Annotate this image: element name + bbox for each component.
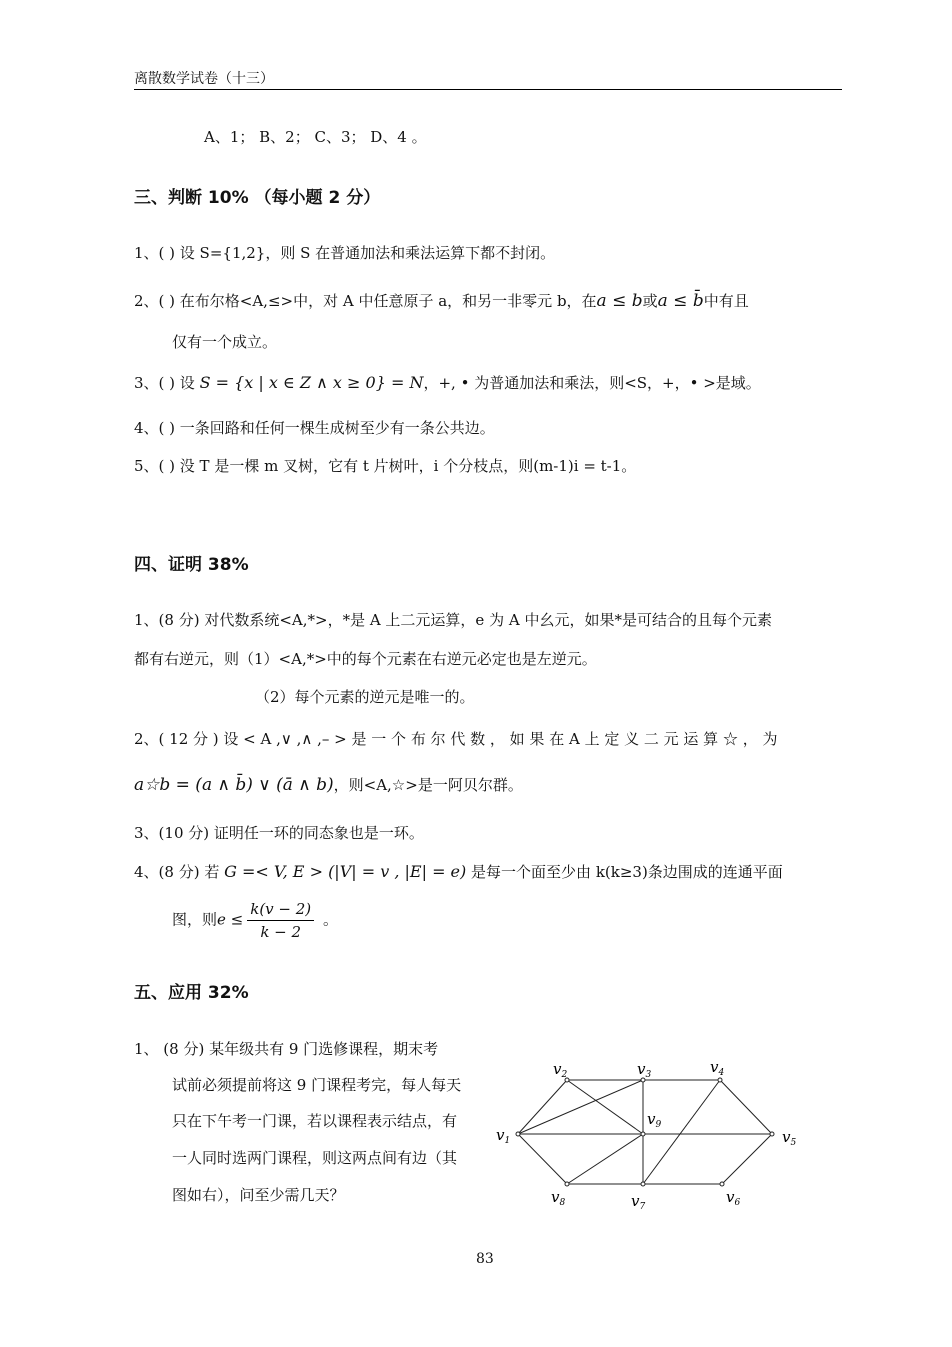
graph-edge-v4-v7 [643,1080,720,1184]
s4-p4-tail: 是每一个面至少由 k(k≥3)条边围成的连通平面 [471,863,783,881]
section3-heading: 三、判断 10% （每小题 2 分） [134,188,381,208]
s4-p4-prefix: 4、(8 分) 若 [134,863,220,881]
header-rule [134,89,842,90]
s3-item2-tail: 中有且 [703,292,749,310]
s3-item3-text: 3、( ) 设 [134,374,195,392]
s4-p1-line1: 1、(8 分) 对代数系统<A,*>，*是 A 上二元运算，e 为 A 中幺元，如果*是可结合的且每个元素 [134,611,772,629]
graph-edge-v5-v6 [722,1134,772,1184]
graph-node-v1 [516,1132,520,1136]
s4-p1-line2: 都有右逆元，则（1）<A,*>中的每个元素在右逆元必定也是左逆元。 [134,650,597,668]
graph-node-v6 [720,1182,724,1186]
graph-node-v3 [641,1078,645,1082]
graph-edge-v9-v8 [567,1134,643,1184]
graph-edge-v1-v2 [518,1080,567,1134]
s5-line5: 图如右），问至少需几天？ [172,1186,345,1204]
s4-p2-line2 [134,774,523,795]
graph-edge-v4-v5 [720,1080,772,1134]
s4-p1-line3: （2）每个元素的逆元是唯一的。 [255,688,475,706]
s3-item5: 5、( ) 没 T 是一棵 m 叉树，它有 t 片树叶，i 个分枝点，则(m-1)i = t-1。 [134,457,637,475]
s4-p4-end: 。 [322,910,338,929]
graph-edge-v2-v9 [567,1080,643,1134]
page-header-title: 离散数学试卷（十三） [134,71,274,87]
s4-p4-numerator: k(v − 2) [247,900,314,921]
s4-p4-line2-prefix: 图，则 [172,910,218,929]
s3-item2 [134,290,749,311]
s4-p4-fraction [247,900,314,941]
s4-p4-lhs: e ≤ [217,910,244,929]
graph-edge-v1-v3 [518,1080,643,1134]
choice-options: A、1； B、2； C、3； D、4 。 [204,128,427,146]
s3-item3 [134,372,761,393]
s3-item2-or: 或 [642,292,658,310]
graph-node-label-v8: $v_8$ [551,1188,566,1208]
s4-p4-denominator: k − 2 [260,923,302,941]
graph-node-v4 [718,1078,722,1082]
graph-node-label-v1: $v_1$ [496,1126,511,1146]
s4-p4-formula: G =< V, E > (|V| = v , |E| = e) [224,862,467,881]
s4-p4-line2 [172,900,338,941]
course-graph-diagram [490,1050,810,1220]
section4-heading: 四、证明 38% [134,555,249,575]
s4-p3: 3、(10 分) 证明任一环的同态象也是一环。 [134,824,424,842]
s5-line2: 试前必须提前将这 9 门课程考完，每人每天 [172,1076,462,1094]
graph-node-label-v7: $v_7$ [631,1192,646,1212]
graph-node-v8 [565,1182,569,1186]
graph-node-v7 [641,1182,645,1186]
page-number: 83 [476,1251,494,1267]
s3-item3-tail: ，+, • 为普通加法和乘法，则<S，+，• >是域。 [423,374,761,392]
s5-line3: 只在下午考一门课，若以课程表示结点，有 [172,1112,458,1130]
graph-node-label-v6: $v_6$ [726,1188,741,1208]
graph-node-v5 [770,1132,774,1136]
s4-p4-line1 [134,861,783,882]
s3-item2-cont: 仅有一个成立。 [172,333,278,351]
s5-line1: 1、 (8 分) 某年级共有 9 门选修课程，期末考 [134,1040,439,1058]
s3-item2-text: 2、( ) 在布尔格<A,≤>中，对 A 中任意原子 a，和另一非零元 b，在 [134,292,597,310]
s3-item4: 4、( ) 一条回路和任何一棵生成树至少有一条公共边。 [134,419,495,437]
section5-heading: 五、应用 32% [134,983,249,1003]
graph-edge-v8-v1 [518,1134,567,1184]
graph-node-label-v4: $v_4$ [710,1058,725,1078]
graph-node-label-v3: $v_3$ [637,1060,652,1080]
s3-item1: 1、( ) 设 S={1,2}，则 S 在普通加法和乘法运算下都不封闭。 [134,244,556,262]
s3-item2-formula2: a ≤ b̄ [657,291,704,311]
graph-node-label-v9: $v_9$ [647,1110,662,1130]
s4-p2-formula: a☆b = (a ∧ b̄) ∨ (ā ∧ b) [134,775,334,795]
s4-p2-tail: ，则<A,☆>是一阿贝尔群。 [333,776,523,794]
s5-line4: 一人同时选两门课程，则这两点间有边（其 [172,1149,458,1167]
s4-p2-line1: 2、( 12 分 ) 设 < A ,∨ ,∧ ,– > 是 一 个 布 尔 代 数 ， 如 果 在 A 上 定 义 二 元 运 算 ☆ ， 为 [134,730,778,748]
s3-item3-formula: S = {x | x ∈ Z ∧ x ≥ 0} = N [199,373,424,392]
graph-node-label-v5: $v_5$ [782,1128,797,1148]
graph-node-label-v2: $v_2$ [553,1060,568,1080]
s3-item2-formula1: a ≤ b [596,291,643,311]
graph-node-v9 [641,1132,645,1136]
